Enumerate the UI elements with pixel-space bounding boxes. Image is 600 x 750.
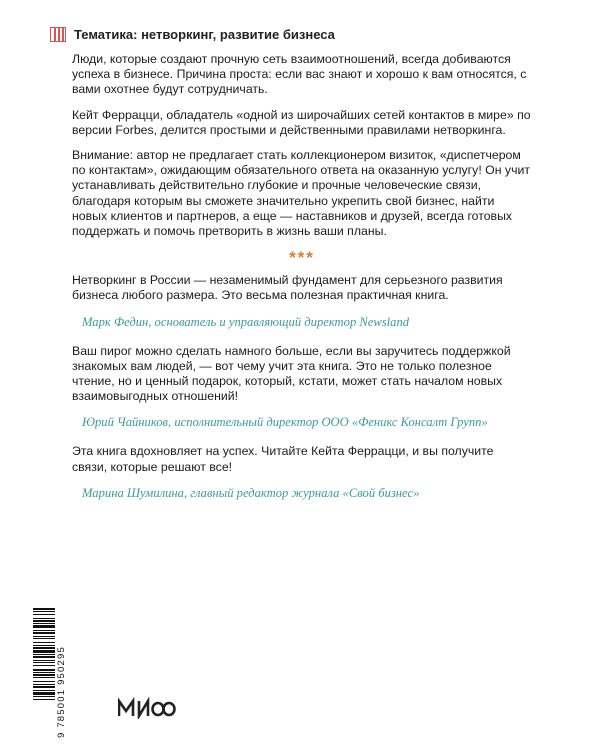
mif-logo-icon <box>118 697 178 719</box>
back-cover-text <box>72 52 532 515</box>
testimonial-quote: Нетворкинг в России — незаменимый фундамент для серьезного развития бизнеса любого размера. Это весьма полезная практичная книга. <box>72 273 503 303</box>
intro-paragraph: Люди, которые создают прочную сеть взаимоотношений, всегда добиваются успеха в бизнесе. Причина проста: если вас знают и хорошо к вам относятся, с вами охотнее будут сотрудничать. <box>72 52 527 97</box>
testimonial-author: Марк Федин, основатель и управляющий директор Newsland <box>82 314 410 329</box>
testimonial-quote: Ваш пирог можно сделать намного больше, если вы заручитесь поддержкой знакомых вам людей, — вот чему учит эта книга. Это не только полезное чтение, но и ценный подарок, который, кстати, может стать началом новых взаимовыгодных отношений! <box>72 343 511 404</box>
isbn-number: 9 785001 950295 <box>56 646 67 738</box>
testimonial-author: Юрий Чайников, исполнительный директор ООО «Феникс Консалт Групп» <box>82 415 488 430</box>
testimonial-quote: Эта книга вдохновляет на успех. Читайте Кейта Феррацци, и вы получите связи, которые решают все! <box>72 444 494 474</box>
book-stack-icon <box>50 27 66 42</box>
warning-paragraph: Внимание: автор не предлагает стать коллекционером визиток, «диспетчером по контактам», ожидающим обязательного ответа на оказанную услугу! Он учит устанавливать действительно глубокие и прочные человеческие связи, благодаря которым вы сможете значительно укрепить свой бизнес, найти новых клиентов и партнеров, а еще — наставников и друзей, всегда готовых поддержать и помочь претворить в жизнь ваши планы. <box>72 148 530 239</box>
topic-header <box>50 26 335 42</box>
barcode-icon <box>33 606 55 738</box>
section-divider: *** <box>289 248 315 268</box>
testimonial-author: Марина Шумилина, главный редактор журнала «Свой бизнес» <box>82 485 420 500</box>
topic-label: Тематика: нетворкинг, развитие бизнеса <box>74 26 335 42</box>
publisher-logo <box>118 697 178 724</box>
author-paragraph: Кейт Феррацци, обладатель «одной из широчайших сетей контактов в мире» по версии Forbes, делится простыми и действенными правилами нетворкинга. <box>72 107 531 137</box>
